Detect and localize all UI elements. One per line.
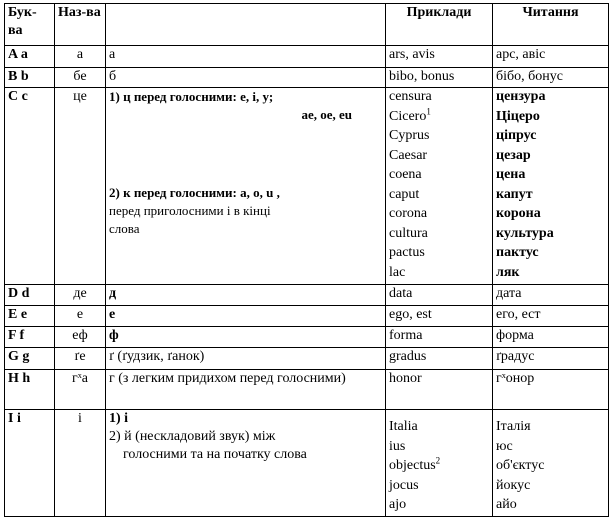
- sound-cell: ґ (ґудзик, ґанок): [106, 348, 386, 370]
- table-row-e: [5, 306, 609, 327]
- reading-item: айо: [496, 497, 517, 512]
- sound-cell: б: [106, 68, 386, 88]
- table-row-d: [5, 285, 609, 306]
- sound-cell: [106, 88, 386, 285]
- reading-item: об'єктус: [496, 458, 545, 473]
- reading-cell: ґрадус: [493, 348, 609, 370]
- table-row-c: [5, 88, 609, 285]
- name-cell: еф: [55, 327, 106, 348]
- footnote-mark: 1: [426, 105, 431, 116]
- example-item: caput: [389, 186, 420, 202]
- letter-cell: A a: [5, 46, 55, 68]
- sound-cell: е: [106, 306, 386, 327]
- reading-item: пактус: [496, 245, 539, 260]
- example-item: ajo: [389, 497, 407, 512]
- header-reading: Читання: [493, 4, 609, 46]
- example-item: Caesar: [389, 147, 428, 163]
- header-examples: Приклади: [386, 4, 493, 46]
- name-cell: де: [55, 285, 106, 306]
- example-cell: ars, avis: [386, 46, 493, 68]
- name-cell: ґе: [55, 348, 106, 370]
- sound-rule-2: 2) й (нескладовий звук) між: [109, 429, 276, 444]
- sound-cell: [106, 410, 386, 517]
- example-cell: gradus: [386, 348, 493, 370]
- reading-cell: его, ест: [493, 306, 609, 327]
- reading-cell: [493, 88, 609, 285]
- footnote-mark: 2: [435, 455, 441, 466]
- header-name: Наз-ва: [55, 4, 106, 46]
- table-row-i: [5, 410, 609, 517]
- reading-item: капут: [496, 186, 533, 202]
- table-row-a: [5, 46, 609, 68]
- reading-cell: бібо, бонус: [493, 68, 609, 88]
- sound-cell: г (з легким придихом перед голосними): [106, 370, 386, 410]
- sound-cell: а: [106, 46, 386, 68]
- example-cell: forma: [386, 327, 493, 348]
- example-item: coena: [389, 167, 422, 182]
- name-cell: а: [55, 46, 106, 68]
- sound-rule-2-cont: перед приголосними і в кінці: [109, 203, 271, 218]
- letter-cell: I i: [5, 410, 55, 517]
- sound-cell: д: [106, 285, 386, 306]
- example-item: Italia: [389, 419, 418, 434]
- sound-rule-2-cont: голосними та на початку слова: [123, 447, 307, 462]
- reading-cell: [493, 410, 609, 517]
- reading-cell: гˣонор: [493, 370, 609, 410]
- sound-rule-1-extra: ae, oe, eu: [301, 107, 352, 122]
- example-cell: [386, 88, 493, 285]
- sound-rule-1: 1) ц перед голосними: е, і, у;: [109, 89, 274, 104]
- example-item: jocus: [389, 477, 419, 493]
- reading-item: Ціцеро: [496, 108, 540, 124]
- example-item: pactus: [389, 245, 425, 260]
- name-cell: бе: [55, 68, 106, 88]
- latin-alphabet-table: [4, 3, 609, 517]
- header-sound: [106, 4, 386, 46]
- letter-cell: F f: [5, 327, 55, 348]
- example-item: objectus$^2$: [389, 455, 441, 473]
- letter-cell: H h: [5, 370, 55, 410]
- reading-item: цезар: [496, 147, 531, 163]
- example-item: Cicero$^1$: [389, 105, 431, 124]
- table-row-g: [5, 348, 609, 370]
- header-row: [5, 4, 609, 46]
- example-item: Cyprus: [389, 128, 430, 143]
- reading-item: Італія: [496, 419, 531, 434]
- example-item: cultura: [389, 225, 428, 241]
- reading-item: цензура: [496, 89, 546, 104]
- reading-item: ціпрус: [496, 128, 537, 143]
- name-cell: і: [55, 410, 106, 517]
- alphabet-table-page: [4, 3, 608, 517]
- reading-item: корона: [496, 206, 541, 221]
- reading-item: цена: [496, 167, 526, 182]
- name-cell: гˣа: [55, 370, 106, 410]
- example-item: corona: [389, 206, 428, 221]
- example-cell: bibo, bonus: [386, 68, 493, 88]
- example-cell: [386, 410, 493, 517]
- letter-cell: E e: [5, 306, 55, 327]
- example-item: ius: [389, 438, 406, 454]
- header-letter: Бук-ва: [5, 4, 55, 46]
- example-cell: ego, est: [386, 306, 493, 327]
- letter-cell: C c: [5, 88, 55, 285]
- sound-rule-1: 1) і: [109, 411, 129, 426]
- example-item: lac: [389, 264, 406, 280]
- reading-cell: дата: [493, 285, 609, 306]
- reading-item: юс: [496, 438, 513, 454]
- letter-cell: G g: [5, 348, 55, 370]
- letter-cell: D d: [5, 285, 55, 306]
- name-cell: це: [55, 88, 106, 285]
- example-cell: data: [386, 285, 493, 306]
- table-row-b: [5, 68, 609, 88]
- reading-item: культура: [496, 225, 554, 241]
- table-row-f: [5, 327, 609, 348]
- sound-rule-2: 2) к перед голосними: а, о, u ,: [109, 185, 280, 200]
- name-cell: е: [55, 306, 106, 327]
- example-item: censura: [389, 89, 432, 104]
- letter-cell: B b: [5, 68, 55, 88]
- reading-item: ляк: [496, 264, 520, 280]
- reading-item: йокус: [496, 477, 531, 493]
- reading-cell: форма: [493, 327, 609, 348]
- sound-rule-2-end: слова: [109, 221, 140, 236]
- table-row-h: [5, 370, 609, 410]
- sound-cell: ф: [106, 327, 386, 348]
- example-cell: honor: [386, 370, 493, 410]
- reading-cell: арс, авіс: [493, 46, 609, 68]
